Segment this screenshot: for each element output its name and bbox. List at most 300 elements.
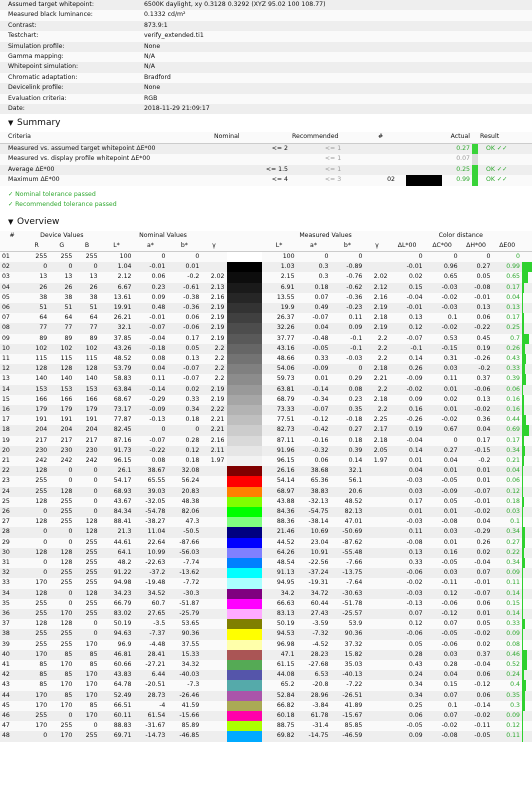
value-cell: -0.07 [133, 323, 167, 333]
delta-e-bar-fill [522, 711, 523, 721]
value-cell: 77 [49, 323, 74, 333]
patch-number: 23 [0, 476, 24, 486]
value-cell: 0.09 [492, 711, 522, 721]
value-cell: 69.71 [100, 731, 134, 741]
recommended-legend: ✓ Recommended tolerance passed [8, 200, 117, 208]
value-cell: 255 [74, 568, 99, 578]
value-cell: 0.17 [167, 334, 201, 344]
value-cell: 0.17 [492, 313, 522, 323]
value-cell: -0.08 [390, 538, 425, 548]
value-cell: -0.32 [297, 446, 331, 456]
overview-row [0, 293, 532, 303]
value-cell: -0.02 [390, 578, 425, 588]
delta-e-bar [522, 436, 532, 446]
delta-e-bar-fill [522, 425, 529, 435]
info-value: 6500K daylight, xy 0.3128 0.3292 (XYZ 95.02 100 108.77) [136, 0, 532, 10]
patch-number: 43 [0, 680, 24, 690]
value-cell: -7.22 [330, 680, 364, 690]
nominal-cell [212, 154, 290, 164]
value-cell: 140 [74, 374, 99, 384]
delta-e-bar [522, 527, 532, 537]
value-cell: -0.09 [425, 487, 460, 497]
recommended-cell: <= 1 [290, 165, 376, 175]
value-cell: 0.18 [167, 415, 201, 425]
overview-title: Overview [17, 216, 60, 227]
value-cell [364, 721, 389, 731]
value-cell: 0.03 [390, 487, 425, 497]
value-cell: 115 [49, 354, 74, 364]
value-cell: 43.26 [100, 344, 134, 354]
color-swatch [227, 334, 262, 344]
value-cell: -7.74 [167, 558, 201, 568]
value-cell [201, 680, 226, 690]
value-cell: -0.09 [297, 364, 331, 374]
value-cell: 0 [133, 251, 167, 262]
value-cell [201, 538, 226, 548]
overview-row [0, 619, 532, 629]
patch-number: 41 [0, 660, 24, 670]
value-cell: -20.51 [133, 680, 167, 690]
collapse-triangle-icon[interactable]: ▼ [8, 217, 14, 226]
value-cell [364, 466, 389, 476]
value-cell: 0 [133, 425, 167, 435]
value-cell: 54.17 [100, 476, 134, 486]
value-cell: 51 [74, 303, 99, 313]
overview-table [0, 231, 532, 742]
color-swatch [227, 731, 262, 741]
value-cell: 179 [74, 405, 99, 415]
delta-e-bar [522, 364, 532, 374]
swatch-header [406, 132, 442, 143]
value-cell: 11.04 [133, 527, 167, 537]
value-cell: -7.32 [297, 629, 331, 639]
value-cell: -0.12 [460, 680, 493, 690]
value-cell: -32.05 [133, 497, 167, 507]
value-cell: 0 [297, 251, 331, 262]
value-cell: 0 [74, 507, 99, 517]
patch-number: 18 [0, 425, 24, 435]
value-cell: -38.27 [133, 517, 167, 527]
value-cell: 2.11 [201, 446, 226, 456]
value-cell: 0.12 [492, 487, 522, 497]
value-cell: 21.3 [100, 527, 134, 537]
number-header: # [376, 132, 406, 143]
value-cell: 128 [49, 364, 74, 374]
value-cell: 52.84 [262, 691, 297, 701]
value-cell: -0.18 [330, 415, 364, 425]
value-cell: 0 [74, 262, 99, 272]
delta-e-bar-fill [522, 731, 523, 741]
nominal-cell: <= 2 [212, 143, 290, 154]
value-cell [201, 731, 226, 741]
overview-row [0, 303, 532, 313]
patch-number: 11 [0, 354, 24, 364]
value-cell: 90.36 [330, 629, 364, 639]
criteria-cell: Maximum ΔE*00 [0, 175, 212, 185]
value-cell: -0.07 [297, 313, 331, 323]
value-cell: 0.99 [492, 262, 522, 272]
value-cell [201, 711, 226, 721]
value-cell: 68.97 [262, 487, 297, 497]
value-cell: 153 [74, 385, 99, 395]
value-cell: 1.97 [364, 456, 389, 466]
value-cell: 0.01 [167, 262, 201, 272]
delta-e-bar-fill [522, 395, 524, 405]
info-value: None [136, 83, 532, 93]
value-cell: 64.1 [100, 548, 134, 558]
summary-heading[interactable] [8, 114, 532, 132]
value-cell: -0.22 [133, 446, 167, 456]
delta-e-bar [522, 446, 532, 456]
delta-e-bar [522, 578, 532, 588]
value-cell: 0.3 [297, 262, 331, 272]
value-cell: 0.37 [460, 650, 493, 660]
value-cell: 0.11 [492, 731, 522, 741]
value-cell: 37.32 [330, 640, 364, 650]
value-cell: 0.18 [330, 436, 364, 446]
value-cell: 32.26 [262, 323, 297, 333]
value-cell: -0.2 [460, 364, 493, 374]
value-cell: -40.03 [167, 670, 201, 680]
value-cell: 0.12 [492, 721, 522, 731]
criteria-cell: Average ΔE*00 [0, 165, 212, 175]
value-cell: 0.01 [425, 507, 460, 517]
value-cell: 0.04 [133, 364, 167, 374]
delta-e-bar [522, 405, 532, 415]
overview-row [0, 436, 532, 446]
value-cell: -0.07 [167, 374, 201, 384]
value-cell: 0.3 [492, 701, 522, 711]
info-row [0, 52, 532, 62]
value-cell: 0.13 [390, 548, 425, 558]
value-cell: -0.89 [330, 262, 364, 272]
value-cell: -0.02 [425, 323, 460, 333]
value-cell: 84.36 [262, 507, 297, 517]
value-cell: 2.2 [201, 374, 226, 384]
value-cell: 85 [24, 660, 49, 670]
value-cell: -51.78 [330, 599, 364, 609]
delta-e-bar-fill [522, 701, 525, 711]
nominal-legend: ✓ Nominal tolerance passed [8, 190, 96, 198]
patch-number: 26 [0, 507, 24, 517]
delta-e-bar [522, 507, 532, 517]
value-cell [201, 670, 226, 680]
device-r-header: R [24, 241, 49, 252]
value-cell: 0.01 [390, 507, 425, 517]
value-cell [201, 599, 226, 609]
value-cell: 0.15 [390, 283, 425, 293]
value-cell: 56.1 [330, 476, 364, 486]
value-cell: 0.08 [330, 385, 364, 395]
value-cell: 0.34 [167, 405, 201, 415]
overview-row [0, 599, 532, 609]
color-swatch [227, 476, 262, 486]
value-cell: 20.83 [167, 487, 201, 497]
delta-e-bar [522, 272, 532, 282]
value-cell: 28.23 [297, 650, 331, 660]
value-cell: 170 [74, 640, 99, 650]
value-cell: 77 [24, 323, 49, 333]
value-cell: 255 [49, 507, 74, 517]
value-cell: 0.3 [297, 272, 331, 282]
number-cell [376, 154, 406, 164]
nominal-a-header: a* [133, 241, 167, 252]
value-cell: 26.16 [262, 466, 297, 476]
value-cell: 0.69 [492, 425, 522, 435]
info-label: Simulation profile: [0, 42, 136, 52]
delta-e-bar [522, 680, 532, 690]
overview-row [0, 374, 532, 384]
value-cell: 0.01 [460, 466, 493, 476]
value-cell: 19.91 [100, 303, 134, 313]
delta-e-bar-fill [522, 313, 524, 323]
value-cell: 102 [49, 344, 74, 354]
delta-e-bar [522, 568, 532, 578]
value-cell: 170 [49, 680, 74, 690]
value-cell: 191 [74, 415, 99, 425]
delta-e-bar-fill [522, 497, 524, 507]
overview-row [0, 629, 532, 639]
value-cell: 128 [49, 548, 74, 558]
value-cell: 1.03 [262, 262, 297, 272]
value-cell: 0.03 [425, 364, 460, 374]
delta-e-bar-fill [522, 691, 526, 701]
patch-number: 06 [0, 303, 24, 313]
value-cell: 52.49 [100, 691, 134, 701]
value-cell: 0.07 [297, 293, 331, 303]
value-cell: 51 [24, 303, 49, 313]
patch-number: 47 [0, 721, 24, 731]
value-cell: 191 [49, 415, 74, 425]
value-cell: 0.96 [425, 262, 460, 272]
value-cell: 66.79 [100, 599, 134, 609]
delta-e-bar [522, 354, 532, 364]
overview-row [0, 527, 532, 537]
value-cell: 217 [24, 436, 49, 446]
value-cell: 53.79 [100, 364, 134, 374]
value-cell: 0.18 [167, 456, 201, 466]
nominal-cell: <= 4 [212, 175, 290, 185]
value-cell: 0.09 [492, 629, 522, 639]
delta-e-bar-fill [522, 344, 525, 354]
value-cell: 60.44 [297, 599, 331, 609]
value-cell: 255 [74, 548, 99, 558]
delta-e-bar [522, 425, 532, 435]
delta-e-bar-fill [522, 283, 524, 293]
value-cell: 51 [49, 303, 74, 313]
value-cell: 37.77 [262, 334, 297, 344]
value-cell: -0.01 [460, 497, 493, 507]
value-cell: 0.02 [390, 272, 425, 282]
value-cell: 15.33 [167, 650, 201, 660]
value-cell: 38 [24, 293, 49, 303]
collapse-triangle-icon[interactable]: ▼ [8, 119, 14, 128]
value-cell: 32.1 [100, 323, 134, 333]
value-cell: -0.04 [460, 558, 493, 568]
delta-e-bar [522, 640, 532, 650]
value-cell: 0.37 [460, 374, 493, 384]
value-cell: 10.69 [297, 527, 331, 537]
value-cell: -0.04 [390, 436, 425, 446]
value-cell: 60.11 [100, 711, 134, 721]
delta-e-bar-fill [522, 456, 524, 466]
value-cell: 2.2 [364, 344, 389, 354]
overview-row [0, 415, 532, 425]
delta-e-bar [522, 629, 532, 639]
criteria-header: Criteria [0, 132, 212, 143]
value-cell: 0 [49, 711, 74, 721]
value-cell: -13.62 [167, 568, 201, 578]
value-cell [201, 721, 226, 731]
color-swatch [227, 466, 262, 476]
delta-e-bar [522, 334, 532, 344]
delta-e-bar [522, 517, 532, 527]
info-label: Contrast: [0, 21, 136, 31]
value-cell: 217 [74, 436, 99, 446]
value-cell: 0.17 [492, 436, 522, 446]
value-cell: 128 [24, 517, 49, 527]
value-cell: 255 [74, 251, 99, 262]
value-cell: 255 [49, 721, 74, 731]
value-cell: 128 [24, 497, 49, 507]
value-cell: 170 [49, 731, 74, 741]
value-cell [201, 701, 226, 711]
overview-heading[interactable] [8, 213, 532, 231]
value-cell: 0.04 [425, 670, 460, 680]
value-cell: 0.17 [460, 436, 493, 446]
value-cell: 2.2 [201, 354, 226, 364]
value-cell: 0.05 [425, 497, 460, 507]
value-cell: 0.01 [425, 385, 460, 395]
value-cell: 0.11 [133, 374, 167, 384]
patch-number: 08 [0, 323, 24, 333]
value-cell: -0.07 [133, 436, 167, 446]
value-cell: 28.96 [297, 691, 331, 701]
patch-number: 38 [0, 629, 24, 639]
color-swatch [227, 395, 262, 405]
delta-e-bar-fill [522, 527, 525, 537]
overview-row [0, 568, 532, 578]
value-cell: -26.51 [330, 691, 364, 701]
value-cell: 13.55 [262, 293, 297, 303]
value-cell: 0.25 [390, 701, 425, 711]
value-cell: 6.91 [262, 283, 297, 293]
value-cell: 230 [74, 446, 99, 456]
value-cell: 170 [74, 670, 99, 680]
nominal-cell: <= 1.5 [212, 165, 290, 175]
number-cell [376, 143, 406, 154]
info-row [0, 62, 532, 72]
color-swatch [227, 262, 262, 272]
value-cell: 0.16 [492, 395, 522, 405]
color-swatch [227, 303, 262, 313]
value-cell: 0.13 [390, 313, 425, 323]
delta-e-bar-fill [522, 374, 526, 384]
value-cell: 96.98 [262, 640, 297, 650]
value-cell: 85 [74, 650, 99, 660]
value-cell: 0.4 [492, 680, 522, 690]
overview-row [0, 344, 532, 354]
value-cell: 255 [24, 711, 49, 721]
delta-e-bar-fill [522, 405, 524, 415]
patch-number: 33 [0, 578, 24, 588]
value-cell: 255 [74, 609, 99, 619]
info-label: Devicelink profile: [0, 83, 136, 93]
value-cell: 77.87 [100, 415, 134, 425]
value-cell: 0.01 [390, 456, 425, 466]
value-cell: 0.14 [492, 589, 522, 599]
value-cell: 255 [74, 578, 99, 588]
value-cell: -0.08 [460, 283, 493, 293]
color-swatch [227, 507, 262, 517]
info-label: Date: [0, 104, 136, 114]
value-cell: 64 [49, 313, 74, 323]
color-swatch [227, 425, 262, 435]
value-cell: 0.18 [297, 283, 331, 293]
value-cell: -51.87 [167, 599, 201, 609]
value-cell: 38 [49, 293, 74, 303]
value-cell: 242 [74, 456, 99, 466]
value-cell: 128 [24, 548, 49, 558]
patch-number: 14 [0, 385, 24, 395]
overview-row [0, 731, 532, 741]
value-cell: 170 [49, 660, 74, 670]
value-cell [201, 578, 226, 588]
value-cell: 0 [167, 425, 201, 435]
value-cell [364, 578, 389, 588]
value-cell: -0.06 [167, 323, 201, 333]
value-cell: 255 [24, 599, 49, 609]
value-cell: 0 [74, 619, 99, 629]
value-cell: -0.09 [133, 405, 167, 415]
color-swatch [227, 568, 262, 578]
patch-number: 19 [0, 436, 24, 446]
overview-row [0, 283, 532, 293]
value-cell: 56.24 [167, 476, 201, 486]
value-cell: 0.13 [460, 303, 493, 313]
value-cell: 2.2 [201, 364, 226, 374]
color-swatch [227, 456, 262, 466]
value-cell: 2.2 [364, 334, 389, 344]
value-cell: 170 [24, 650, 49, 660]
value-cell: 179 [24, 405, 49, 415]
value-cell: 0.18 [492, 497, 522, 507]
value-cell: 38 [74, 293, 99, 303]
value-cell: 10.99 [133, 548, 167, 558]
value-cell [201, 629, 226, 639]
value-cell: 0 [492, 251, 522, 262]
delta-e-bar [522, 599, 532, 609]
value-cell: 0.49 [297, 303, 331, 313]
value-cell: 0.14 [330, 456, 364, 466]
value-cell [364, 568, 389, 578]
value-cell: 0 [425, 436, 460, 446]
value-cell: 0.31 [425, 354, 460, 364]
value-cell: 255 [24, 487, 49, 497]
value-cell: 84.34 [100, 507, 134, 517]
value-cell: 0.09 [492, 568, 522, 578]
value-cell: 0 [330, 251, 364, 262]
value-cell: 0.08 [133, 456, 167, 466]
value-cell: 0.01 [425, 466, 460, 476]
value-cell: -54.78 [133, 507, 167, 517]
value-cell: 0.04 [460, 517, 493, 527]
value-cell: 26.37 [262, 313, 297, 323]
overview-row [0, 701, 532, 711]
value-cell: 83.13 [262, 609, 297, 619]
delta-e-bar-fill [522, 436, 524, 446]
value-cell: 47.1 [262, 650, 297, 660]
